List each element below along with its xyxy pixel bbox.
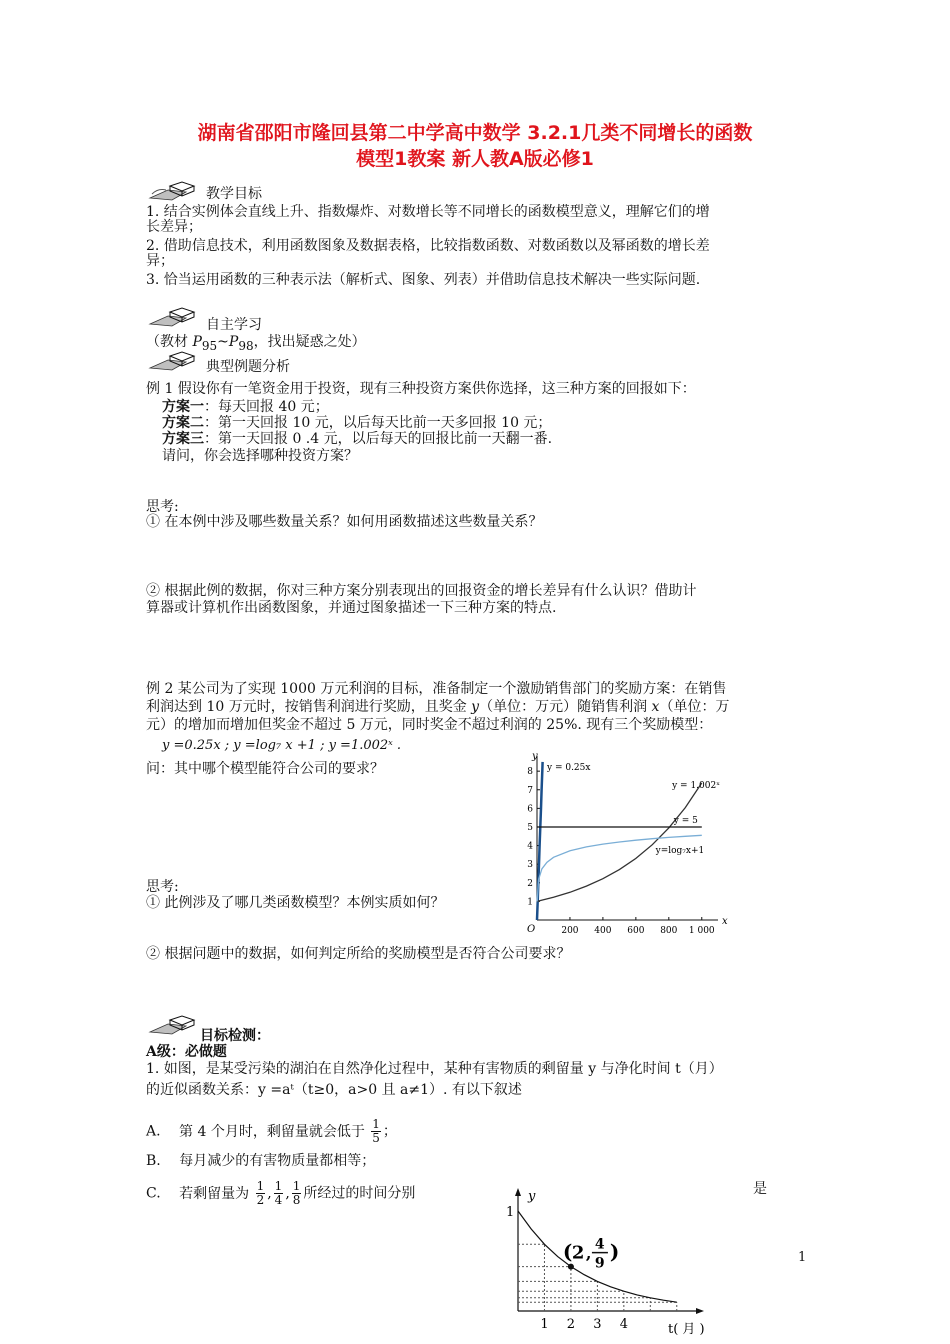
book-icon (146, 304, 204, 328)
series-label: y = 0.25x (547, 763, 591, 773)
example-2-line-1: 例 2 某公司为了实现 1000 万元利润的目标，准备制定一个激励销售部门的奖励方案：在销售 (146, 681, 727, 697)
y-tick-label: 5 (527, 822, 533, 833)
example-2-question: 问：其中哪个模型能符合公司的要求？ (146, 761, 384, 777)
fraction-denominator: 2 (256, 1193, 265, 1207)
page-ref-end: 98 (238, 338, 254, 353)
plan-3 (162, 430, 552, 448)
plan-2-text: ：第一天回报 10 元，以后每天比前一天多回报 10 元； (204, 415, 552, 431)
goal-line-5: 3. 恰当运用函数的三种表示法（解析式、图象、列表）并借助信息技术解决一些实际问题. (146, 272, 701, 288)
fraction-denominator: 5 (372, 1131, 380, 1145)
y-tick-label: 8 (527, 767, 533, 778)
y-tick-label: 4 (527, 841, 533, 852)
point-label-x: 2 (571, 1242, 585, 1264)
self-study-text-b: ，找出疑惑之处） (253, 334, 366, 350)
option-a-label: A. (146, 1123, 161, 1140)
page-ref-p2: P (228, 334, 239, 350)
x-tick-label: 800 (660, 926, 678, 936)
fraction-numerator: 1 (274, 1179, 283, 1193)
think-question-2-line-2: 算器或计算机作出函数图象，并通过图象描述一下三种方案的特点. (146, 600, 557, 616)
x-axis-arrow (696, 1308, 704, 1314)
goal-line-2: 长差异； (146, 219, 202, 235)
x-axis-label: t( 月 ) (668, 1322, 705, 1337)
option-a-end: ； (382, 1123, 397, 1140)
x-tick-label: 400 (594, 926, 612, 936)
level-a-label: A级：必做题 (146, 1044, 227, 1060)
y-axis-label: y (528, 1189, 536, 1204)
x-tick-label: 3 (593, 1317, 602, 1332)
fraction-one-eighth (292, 1180, 302, 1207)
fraction-denominator: 8 (292, 1193, 301, 1207)
y-tick-label: 2 (527, 878, 533, 889)
example-2-line-3: 元）的增加而增加但奖金不超过 5 万元，同时奖金不超过利润的 25%. 现有三个奖励模型： (146, 717, 713, 733)
example-1-intro: 例 1 假设你有一笔资金用于投资，现有三种投资方案供你选择，这三种方案的回报如下： (146, 381, 696, 397)
example-1-question: 请问，你会选择哪种投资方案？ (162, 448, 358, 464)
example-2-text-a: 利润达到 10 万元时，按销售利润进行奖励，且奖金 (146, 699, 472, 715)
y-tick-label: 7 (527, 785, 533, 796)
think-label-1: 思考: (146, 499, 179, 515)
origin-label: O (527, 924, 536, 935)
x-axis-label: x (722, 916, 728, 927)
y-tick-label: 1 (527, 897, 533, 908)
fraction-one-quarter (274, 1180, 284, 1207)
problem-1-line-2: 的近似函数关系：y =aᵗ（t≥0，a>0 且 a≠1）. 有以下叙述 (146, 1082, 522, 1098)
book-icon (146, 348, 204, 372)
point-label-numerator: 4 (594, 1236, 605, 1253)
think-question-2-line-1: ② 根据此例的数据，你对三种方案分别表现出的回报资金的增长差异有什么认识？借助计 (146, 583, 697, 599)
var-x: x (651, 699, 660, 715)
x-tick-label: 4 (619, 1317, 628, 1332)
problem-1-line-1: 1. 如图，是某受污染的湖泊在自然净化过程中，某种有害物质的剩留量 y 与净化时间 t（月） (146, 1061, 723, 1077)
plan-3-label: 方案三 (162, 431, 204, 447)
example-2-text-c: （单位：万 (659, 699, 730, 715)
plan-2-label: 方案二 (162, 415, 204, 431)
book-icon (146, 178, 204, 202)
goal-line-3: 2. 借助信息技术，利用函数图象及数据表格，比较指数函数、对数函数以及幂函数的增长差 (146, 238, 710, 254)
option-b (146, 1152, 375, 1170)
section-heading-examples: 典型例题分析 (206, 359, 290, 375)
option-b-label: B. (146, 1153, 161, 1169)
page-number: 1 (798, 1250, 807, 1265)
goal-line-4: 异； (146, 253, 174, 269)
option-c-middle: 所经过的时间分别 (303, 1185, 416, 1202)
fraction-numerator: 1 (256, 1179, 265, 1193)
x-tick-label: 2 (566, 1317, 576, 1332)
y-axis-label: y (532, 752, 538, 762)
self-study-text-a: （教材 (146, 334, 193, 350)
example-2-line-2 (146, 698, 729, 716)
decay-chart (500, 1186, 715, 1342)
option-a (146, 1118, 397, 1145)
y-tick-label: 3 (527, 860, 533, 871)
page-ref-tilde: ~ (217, 334, 229, 350)
page-title-line-2: 模型1教案 新人教A版必修1 (356, 148, 594, 170)
option-c-text: 若剩留量为 (179, 1185, 250, 1202)
page-ref-p: P (192, 334, 202, 350)
goal-line-1: 1. 结合实例体会直线上升、指数爆炸、对数增长等不同增长的函数模型意义，理解它们的增 (146, 204, 710, 220)
fraction-numerator: 1 (372, 1117, 380, 1131)
x-tick-label: 600 (627, 926, 645, 936)
think-question-1: ① 在本例中涉及哪些数量关系？如何用函数描述这些数量关系？ (146, 514, 543, 530)
page-title-line-1: 湖南省邵阳市隆回县第二中学高中数学 3.2.1几类不同增长的函数 (197, 122, 753, 144)
section-heading-check: 目标检测： (200, 1028, 270, 1044)
fraction-denominator: 4 (274, 1193, 283, 1207)
point-label-paren-open: ( (562, 1239, 573, 1264)
x-tick-label: 1 000 (688, 926, 715, 936)
series-label: y=log₇x+1 (655, 846, 705, 857)
growth-comparison-chart (505, 752, 735, 937)
plan-1-label: 方案一 (162, 399, 204, 415)
think-question-4: ② 根据问题中的数据，如何判定所给的奖励模型是否符合公司要求？ (146, 946, 571, 962)
series-label: y = 5 (673, 815, 698, 826)
fraction-one-half (256, 1180, 266, 1207)
option-a-text: 第 4 个月时，剩留量就会低于 (179, 1123, 365, 1140)
think-question-3: ① 此例涉及了哪几类函数模型？本例实质如何？ (146, 895, 445, 911)
point-label-denominator: 9 (594, 1255, 605, 1272)
x-tick-label: 1 (540, 1317, 549, 1332)
series-label: y = 1.002ˣ (672, 781, 721, 791)
y-tick-label: 6 (527, 804, 533, 815)
plan-3-text: ：第一天回报 0 .4 元，以后每天的回报比前一天翻一番. (204, 431, 553, 447)
point-label-comma: , (585, 1243, 592, 1263)
page-ref-start: 95 (201, 338, 218, 353)
plan-1-text: ：每天回报 40 元； (204, 399, 329, 415)
section-heading-self-study: 自主学习 (206, 317, 262, 333)
fraction-one-fifth (371, 1118, 381, 1145)
reward-models: y =0.25x ; y =log₇ x +1 ; y =1.002ˣ . (162, 738, 402, 753)
y-tick-label: 1 (506, 1205, 515, 1220)
option-c-end: 是 (753, 1181, 767, 1197)
option-c: C. 若剩留量为 $\frac{1}{2}$ , $\frac{1}{4}$ , $\frac{1}{8}$ 所经过的时间分别 (146, 1179, 416, 1207)
point-label-paren-close: ) (609, 1239, 620, 1264)
option-b-text: 每月减少的有害物质量都相等； (179, 1153, 376, 1169)
book-icon (146, 1012, 204, 1036)
y-axis-arrow (515, 1188, 521, 1196)
var-y: y (471, 699, 480, 715)
fraction-numerator: 1 (292, 1179, 301, 1193)
section-heading-goals: 教学目标 (206, 186, 262, 202)
x-tick-label: 200 (561, 926, 579, 936)
example-2-text-b: （单位：万元）随销售利润 (479, 699, 652, 715)
option-c-label: C. (146, 1185, 161, 1202)
think-label-2: 思考: (146, 879, 179, 895)
data-point (568, 1264, 574, 1270)
